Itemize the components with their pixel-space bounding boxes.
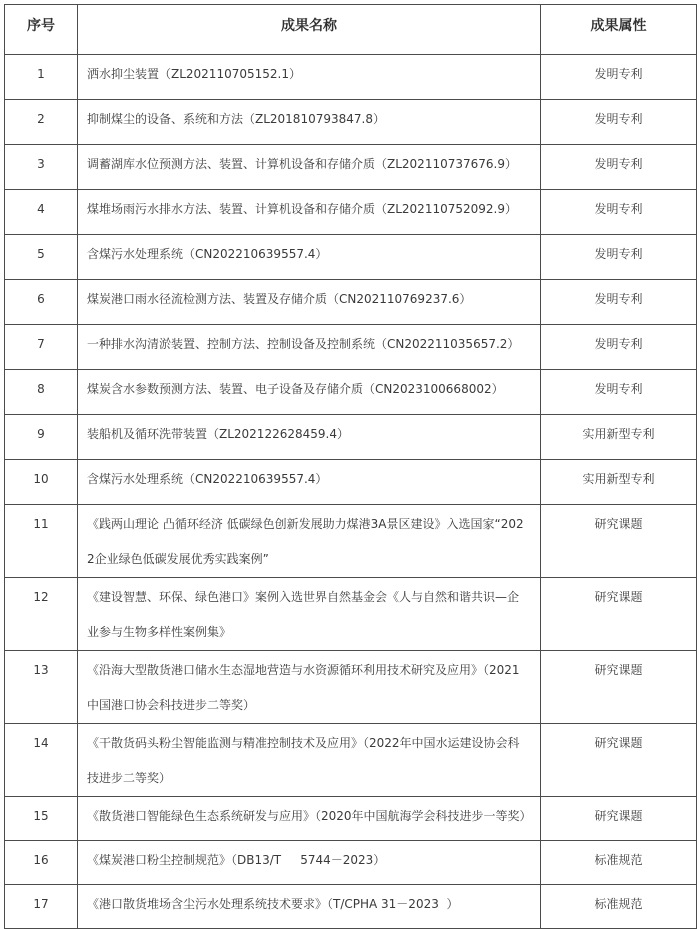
cell-attr: 研究课题 — [541, 651, 697, 724]
cell-no: 17 — [5, 885, 78, 929]
table-row — [5, 505, 697, 578]
cell-name: 《沿海大型散货港口储水生态湿地营造与水资源循环利用技术研究及应用》（2021中国港口协会科技进步二等奖） — [78, 651, 541, 724]
cell-name: 含煤污水处理系统（CN202210639557.4） — [78, 460, 541, 505]
cell-no: 5 — [5, 235, 78, 280]
table-row — [5, 460, 697, 505]
cell-name: 洒水抑尘装置（ZL202110705152.1） — [78, 55, 541, 100]
cell-attr: 研究课题 — [541, 797, 697, 841]
table-row — [5, 885, 697, 929]
cell-attr: 实用新型专利 — [541, 415, 697, 460]
table-row — [5, 55, 697, 100]
cell-name: 抑制煤尘的设备、系统和方法（ZL201810793847.8） — [78, 100, 541, 145]
cell-name: 一种排水沟清淤装置、控制方法、控制设备及控制系统（CN202211035657.2） — [78, 325, 541, 370]
cell-attr: 发明专利 — [541, 55, 697, 100]
cell-no: 2 — [5, 100, 78, 145]
cell-attr: 发明专利 — [541, 235, 697, 280]
cell-name: 《干散货码头粉尘智能监测与精准控制技术及应用》（2022年中国水运建设协会科技进步二等奖） — [78, 724, 541, 797]
cell-no: 15 — [5, 797, 78, 841]
cell-attr: 研究课题 — [541, 505, 697, 578]
cell-attr: 实用新型专利 — [541, 460, 697, 505]
table-row — [5, 841, 697, 885]
cell-name: 《散货港口智能绿色生态系统研发与应用》（2020年中国航海学会科技进步一等奖） — [78, 797, 541, 841]
cell-no: 13 — [5, 651, 78, 724]
cell-attr: 标准规范 — [541, 885, 697, 929]
table-row — [5, 370, 697, 415]
cell-name: 调蓄湖库水位预测方法、装置、计算机设备和存储介质（ZL202110737676.9） — [78, 145, 541, 190]
table-row — [5, 235, 697, 280]
cell-name: 《煤炭港口粉尘控制规范》（DB13/T 5744－2023） — [78, 841, 541, 885]
cell-attr: 研究课题 — [541, 578, 697, 651]
cell-no: 3 — [5, 145, 78, 190]
table-row — [5, 415, 697, 460]
cell-name: 煤炭港口雨水径流检测方法、装置及存储介质（CN202110769237.6） — [78, 280, 541, 325]
cell-attr: 研究课题 — [541, 724, 697, 797]
table-row — [5, 797, 697, 841]
cell-name: 装船机及循环洗带装置（ZL202122628459.4） — [78, 415, 541, 460]
cell-name: 《践两山理论 凸循环经济 低碳绿色创新发展助力煤港3A景区建设》入选国家“2022企业绿色低碳发展优秀实践案例” — [78, 505, 541, 578]
cell-attr: 发明专利 — [541, 145, 697, 190]
cell-attr: 发明专利 — [541, 190, 697, 235]
cell-no: 8 — [5, 370, 78, 415]
cell-no: 10 — [5, 460, 78, 505]
column-header-achievement-type: 成果属性 — [541, 5, 697, 55]
column-header-index: 序号 — [5, 5, 78, 55]
cell-no: 16 — [5, 841, 78, 885]
cell-attr: 发明专利 — [541, 280, 697, 325]
table-header — [5, 5, 697, 55]
table-row — [5, 190, 697, 235]
table-row — [5, 280, 697, 325]
table-row — [5, 325, 697, 370]
cell-name: 含煤污水处理系统（CN202210639557.4） — [78, 235, 541, 280]
cell-no: 11 — [5, 505, 78, 578]
table-body — [5, 55, 697, 929]
table-row — [5, 145, 697, 190]
column-header-achievement-name: 成果名称 — [78, 5, 541, 55]
table-row — [5, 578, 697, 651]
cell-no: 4 — [5, 190, 78, 235]
table-row — [5, 651, 697, 724]
cell-no: 9 — [5, 415, 78, 460]
cell-no: 7 — [5, 325, 78, 370]
cell-name: 《港口散货堆场含尘污水处理系统技术要求》（T/CPHA 31－2023 ） — [78, 885, 541, 929]
cell-name: 煤堆场雨污水排水方法、装置、计算机设备和存储介质（ZL202110752092.9） — [78, 190, 541, 235]
header-row — [5, 5, 697, 55]
achievements-table — [4, 4, 697, 929]
cell-name: 《建设智慧、环保、绿色港口》案例入选世界自然基金会《人与自然和谐共识—企业参与生物多样性案例集》 — [78, 578, 541, 651]
cell-attr: 发明专利 — [541, 370, 697, 415]
cell-no: 12 — [5, 578, 78, 651]
cell-attr: 发明专利 — [541, 325, 697, 370]
cell-no: 14 — [5, 724, 78, 797]
table-row — [5, 724, 697, 797]
cell-name: 煤炭含水参数预测方法、装置、电子设备及存储介质（CN2023100668002） — [78, 370, 541, 415]
cell-no: 6 — [5, 280, 78, 325]
cell-no: 1 — [5, 55, 78, 100]
table-row — [5, 100, 697, 145]
cell-attr: 标准规范 — [541, 841, 697, 885]
cell-attr: 发明专利 — [541, 100, 697, 145]
